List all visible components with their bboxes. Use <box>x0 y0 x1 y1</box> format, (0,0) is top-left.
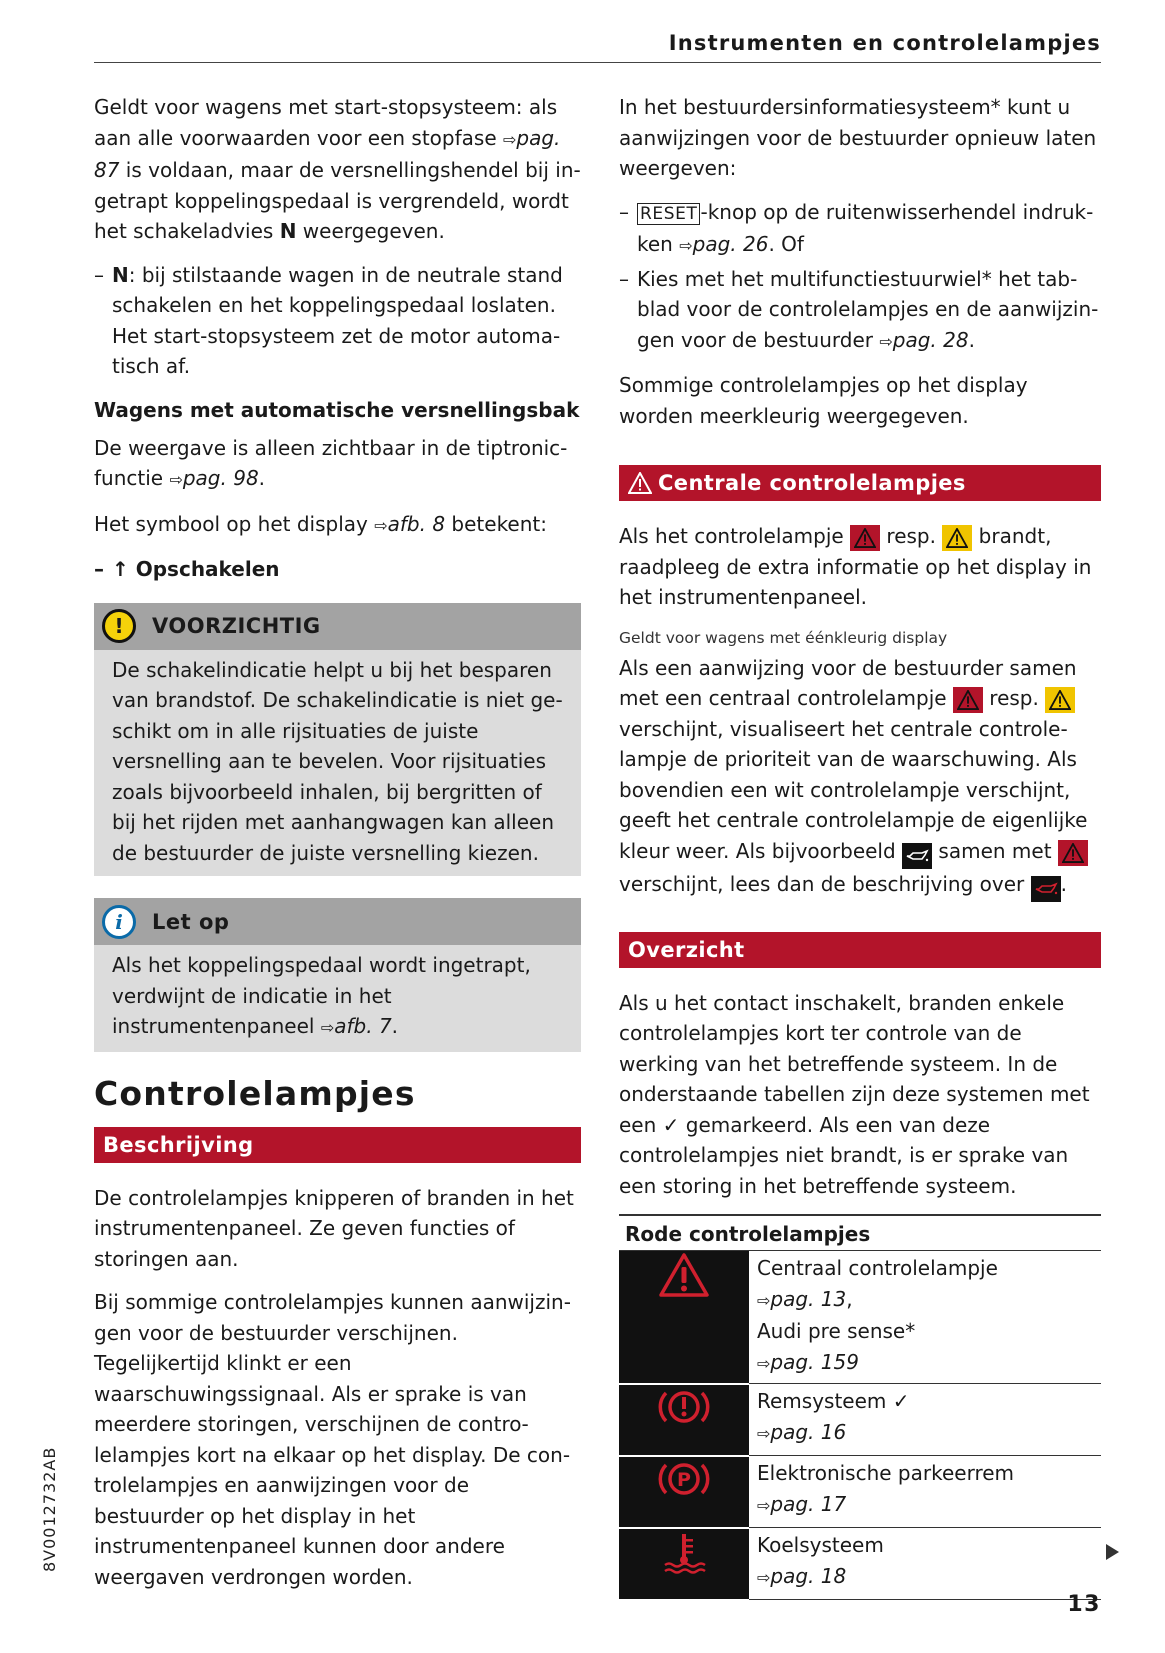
info-icon: i <box>102 905 136 939</box>
next-page-arrow-icon <box>1106 1544 1119 1560</box>
section-title: Controlelampjes <box>94 1073 416 1113</box>
subsection-bar-overzicht: Overzicht <box>619 932 1101 968</box>
table-header: Rode controlelampjes <box>619 1215 1101 1251</box>
red-warning-icon <box>1058 840 1088 866</box>
subsection-bar-central: Centrale controlelampjes <box>619 465 1101 501</box>
left-column <box>94 92 581 1605</box>
red-warning-icon <box>850 525 880 551</box>
note-title: Let op <box>152 909 230 934</box>
applicability-note: Geldt voor wagens met éénkleurig display <box>619 628 948 647</box>
list-item-reset: – RESET -knop op de ruitenwisserhendel indrukken ⇨pag. 26. Of <box>619 199 1094 256</box>
paragraph-start-stop: Geldt voor wagens met start-stopsysteem: als aan alle voorwaarden voor een stopfase ⇨pag. 87 is voldaan, maar de versnellingshendel bij ingetrapt koppelingspedaal is vergrendeld, wordt het schakeladvies N weergegeven. <box>94 95 581 243</box>
parking-brake-icon <box>657 1458 711 1500</box>
right-column <box>619 92 1101 1601</box>
warning-triangle-icon <box>658 1252 710 1298</box>
paragraph-overview: Als u het contact inschakelt, branden enkele controlelampjes kort ter controle van de werking van het betreffende systeem. In de onderstaande tabellen zijn deze systemen met een ✓ gemarkeerd. Als een van deze controlelampjes niet brandt, is er sprake van een storing in het betreffende systeem. <box>619 990 1090 1198</box>
page-number: 13 <box>1067 1592 1101 1617</box>
upshift-arrow-icon: ↑ <box>112 557 129 581</box>
caution-icon: ! <box>102 609 136 643</box>
paragraph-tiptronic: De weergave is alleen zichtbaar in de tiptronic-functie ⇨pag. 98. <box>94 435 568 490</box>
paragraph-description: De controlelampjes knipperen of branden in het instrumentenpaneel. Ze geven functies of storingen aan. <box>94 1185 574 1271</box>
reset-key: RESET <box>637 203 700 225</box>
table-row: Centraal controlelampje ⇨pag. 13, Audi pre sense* ⇨pag. 159 <box>619 1251 1101 1384</box>
paragraph-monochrome: Als een aanwijzing voor de bestuurder samen met een centraal controlelampje resp. verschijnt, visualiseert het centrale controlelampje de prioriteit van de waarschuwing. Als bovendien een wit controlelampje verschijnt, geeft het centrale controlelampje de eigenlijke kleur weer. Als bijvoorbeeld samen met verschijnt, lees dan de beschrijving over . <box>619 653 1101 902</box>
table-row: Remsysteem ✓ ⇨pag. 16 <box>619 1384 1101 1456</box>
brake-system-icon <box>657 1386 711 1428</box>
oil-pressure-red-icon <box>1031 876 1061 902</box>
paragraph-symbol: Het symbool op het display ⇨afb. 8 betekent: <box>94 511 547 536</box>
paragraph-multicolor: Sommige controlelampjes op het display worden meerkleurig weergegeven. <box>619 373 1028 428</box>
caution-body: De schakelindicatie helpt u bij het besparen van brandstof. De schakelindicatie is niet geschikt om in alle rijsituaties de juiste versnelling aan te bevelen. Voor rijsituaties zoals bijvoorbeeld inhalen, bij bergritten of bij het rijden met aanhangwagen kan alleen de bestuurder de juiste versnelling kiezen. <box>94 650 581 877</box>
list-item-neutral: – N: bij stilstaande wagen in de neutrale stand schakelen en het koppelingspedaal loslaten. Het start-stopsysteem zet de motor automatisch af. <box>94 262 563 378</box>
document-code: 8V0012732AB <box>40 1446 59 1572</box>
note-body: Als het koppelingspedaal wordt ingetrapt, verdwijnt de indicatie in het instrumentenpaneel ⇨afb. 7. <box>94 945 581 1052</box>
paragraph-central-lamp: Als het controlelampje resp. brandt, raadpleeg de extra informatie op het display in het instrumentenpaneel. <box>619 524 1092 609</box>
table-row: P Elektronische parkeerrem ⇨pag. 17 <box>619 1456 1101 1528</box>
list-item-upshift: – ↑ Opschakelen <box>94 557 280 581</box>
subsection-bar-beschrijving: Beschrijving <box>94 1127 581 1163</box>
oil-pressure-icon <box>902 843 932 869</box>
svg-text:P: P <box>677 1468 691 1491</box>
yellow-warning-icon <box>942 525 972 551</box>
page-header <box>94 28 1101 63</box>
heading-automatic: Wagens met automatische versnellingsbak <box>94 397 580 422</box>
red-lamps-table <box>619 1214 1101 1601</box>
coolant-icon <box>661 1530 707 1576</box>
caution-title: VOORZICHTIG <box>152 614 321 638</box>
warning-triangle-icon <box>628 472 652 494</box>
note-box <box>94 898 581 1052</box>
table-row: Koelsysteem ⇨pag. 18 <box>619 1528 1101 1600</box>
header-title: Instrumenten en controlelampjes <box>668 31 1101 55</box>
list-item-multifunction: – Kies met het multifunctiestuurwiel* het tabblad voor de controlelampjes en de aanwijzingen voor de bestuurder ⇨pag. 28. <box>619 266 1099 352</box>
paragraph-driver-messages: Bij sommige controlelampjes kunnen aanwijzingen voor de bestuurder verschijnen. Tegelijkertijd klinkt er een waarschuwingssignaal. Als er sprake is van meerdere storingen, verschijnen de controlelampjes kort na elkaar op het display. De controlelampjes en aanwijzingen voor de bestuurder op het display in het instrumentenpaneel kunnen door andere weergaven verdrongen worden. <box>94 1290 571 1589</box>
red-warning-icon <box>953 687 983 713</box>
caution-box <box>94 603 581 877</box>
paragraph-driver-info: In het bestuurdersinformatiesysteem* kunt u aanwijzingen voor de bestuurder opnieuw laten weergeven: <box>619 95 1097 180</box>
yellow-warning-icon <box>1045 687 1075 713</box>
